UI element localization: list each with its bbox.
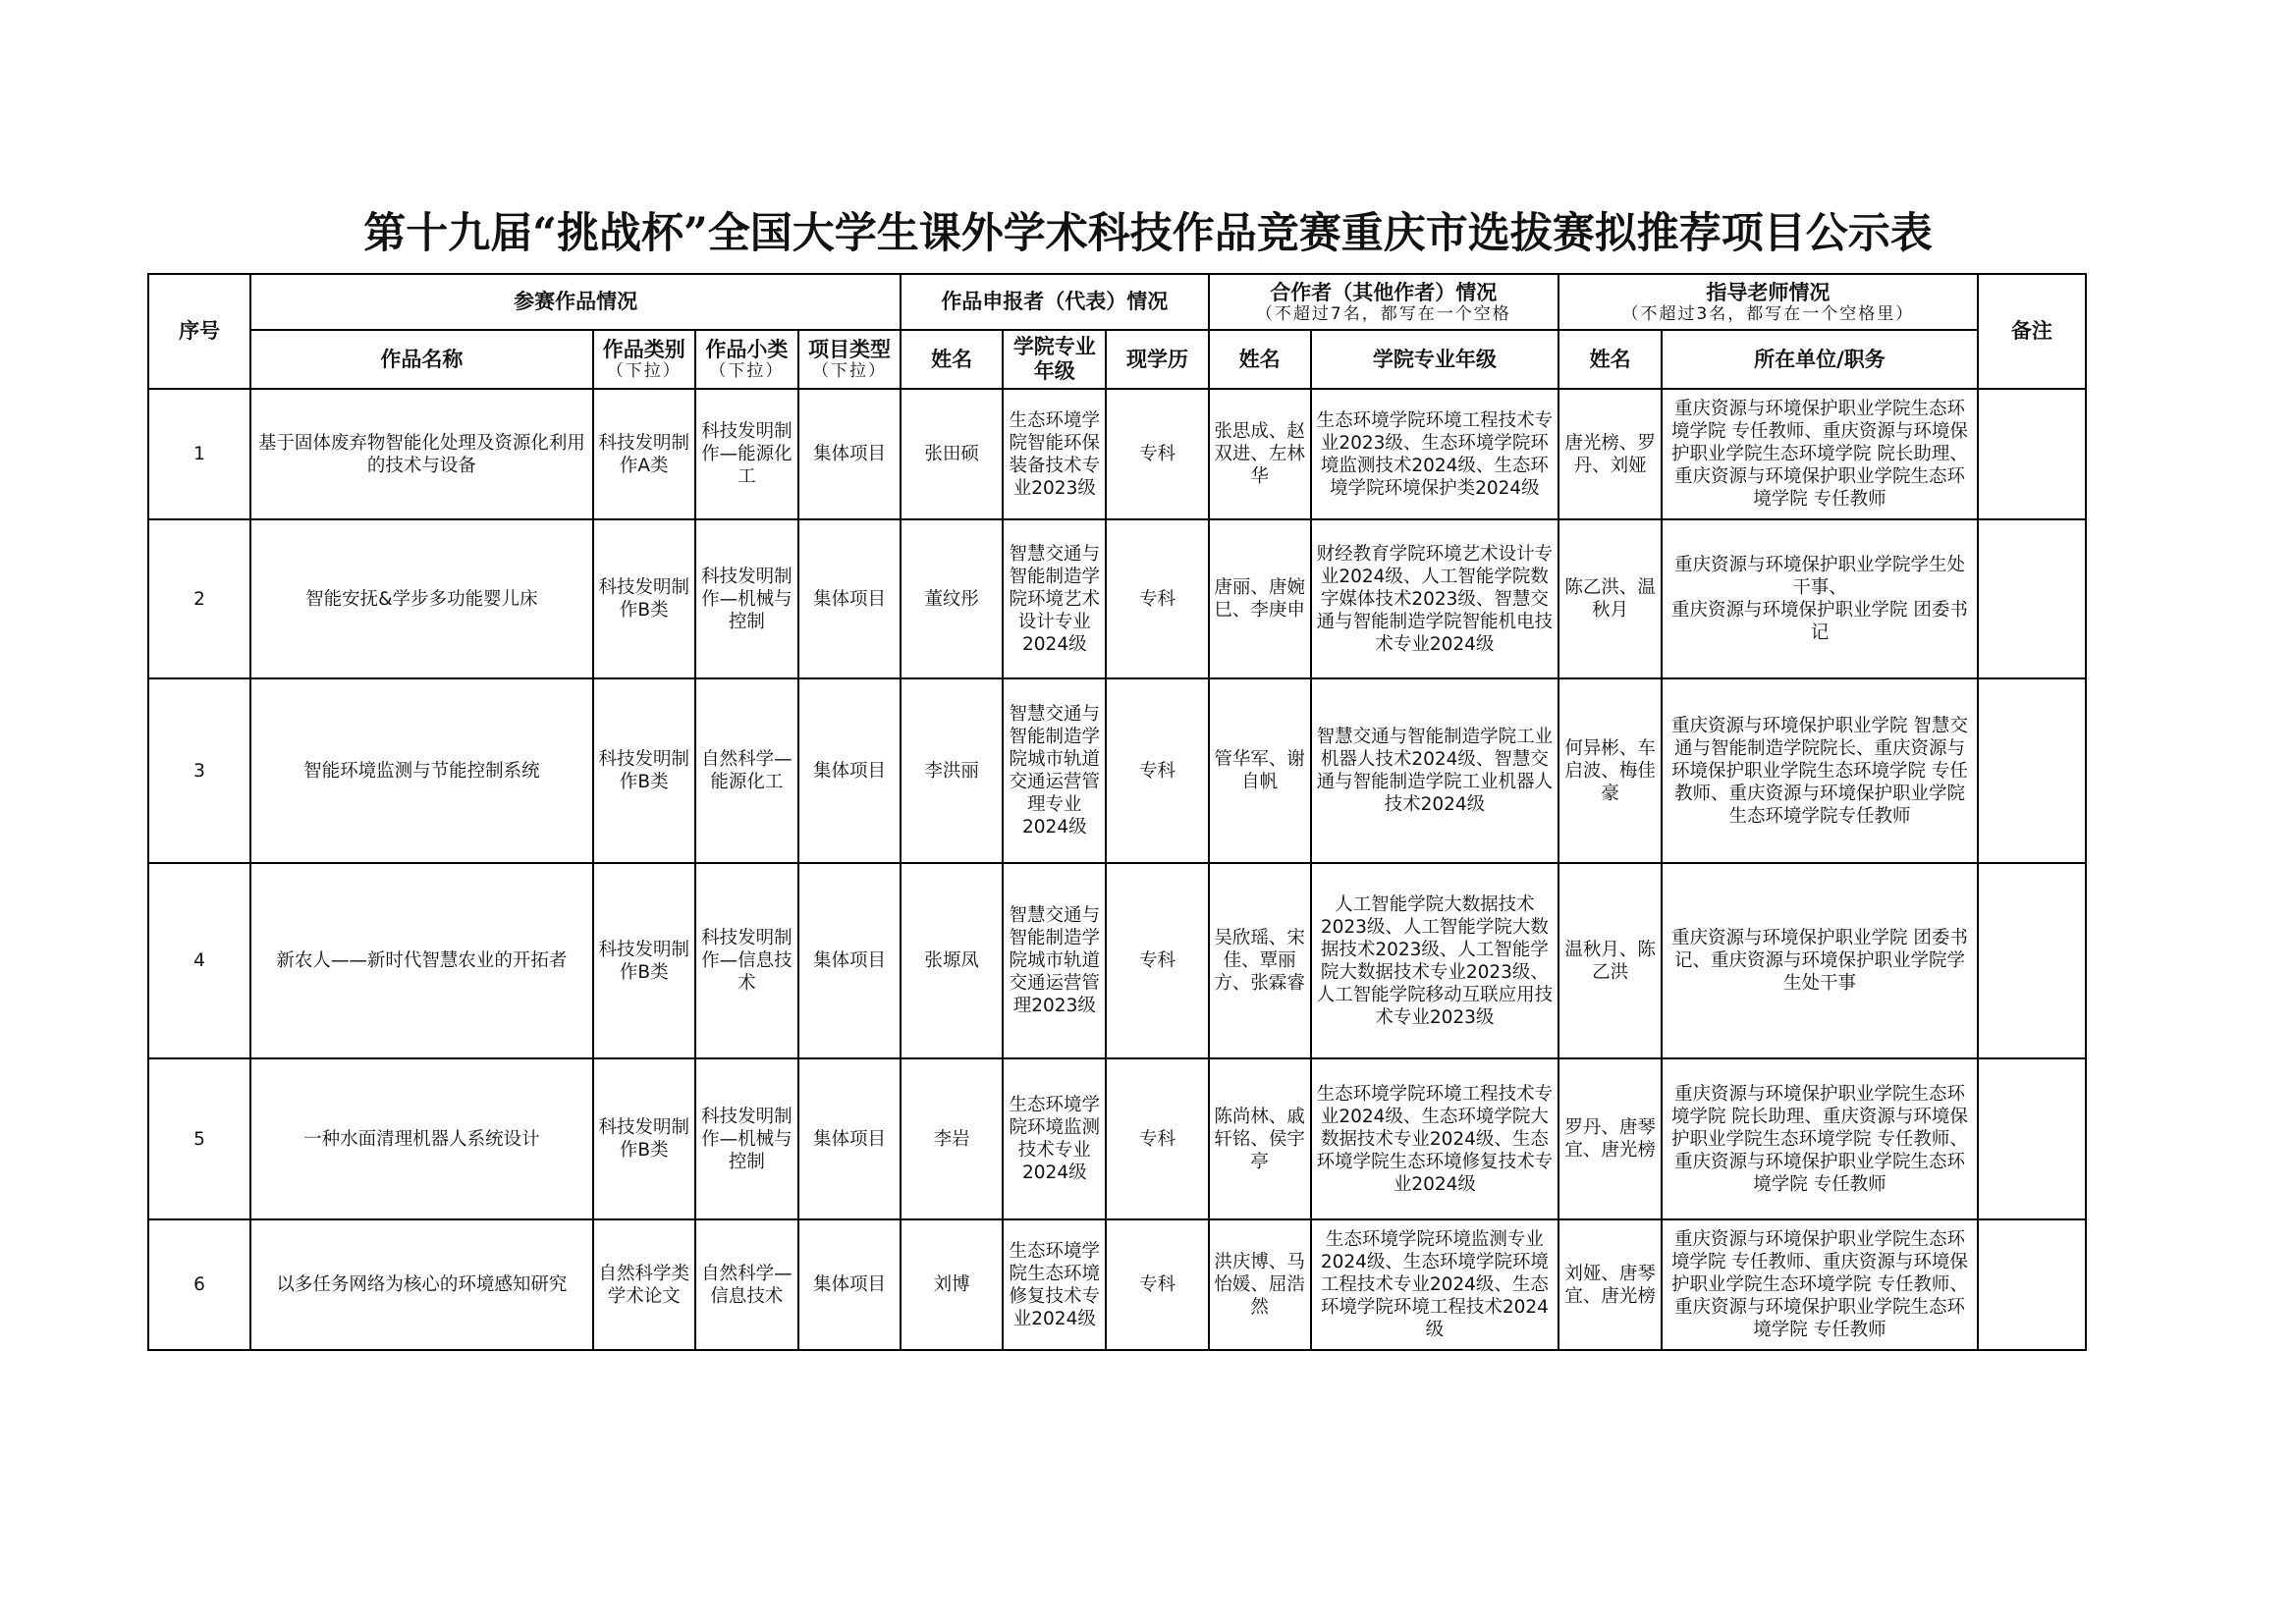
cell-work-subcategory: 科技发明制作—能源化工 (695, 389, 798, 519)
header-project-type (798, 330, 901, 389)
cell-work-subcategory: 科技发明制作—信息技术 (695, 863, 798, 1058)
header-row-columns (148, 330, 2086, 389)
header-work-name: 作品名称 (250, 330, 593, 389)
table-row (148, 1058, 2086, 1219)
cell-college-major-text: 生态环境学院智能环保装备技术专业2023级 (1009, 409, 1101, 499)
header-work-category-label: 作品类别 (602, 338, 685, 361)
cell-teacher-unit-text: 重庆资源与环境保护职业学院 智慧交通与智能制造学院院长、重庆资源与环境保护职业学院生态环境学院 专任教师、重庆资源与环境保护职业学院生态环境学院专任教师 (1671, 715, 1968, 827)
cell-work-category: 科技发明制作B类 (593, 519, 695, 678)
cell-work-subcategory: 科技发明制作—机械与控制 (695, 1058, 798, 1219)
header-partner-college: 学院专业年级 (1311, 330, 1558, 389)
cell-work-category: 科技发明制作B类 (593, 863, 695, 1058)
cell-college-major-text: 生态环境学院生态环境修复技术专业2024级 (1009, 1240, 1101, 1329)
cell-remark (1978, 1058, 2086, 1219)
table-row (148, 678, 2086, 863)
header-row-group (148, 274, 2086, 330)
cell-teacher-names: 温秋月、陈乙洪 (1558, 863, 1662, 1058)
cell-partner-college (1311, 519, 1558, 678)
cell-applicant-name: 李岩 (901, 1058, 1003, 1219)
cell-work-category: 自然科学类学术论文 (593, 1219, 695, 1350)
header-partner-name: 姓名 (1209, 330, 1311, 389)
cell-remark (1978, 678, 2086, 863)
cell-teacher-names: 刘娅、唐琴宜、唐光榜 (1558, 1219, 1662, 1350)
cell-college-major (1003, 863, 1106, 1058)
cell-teacher-unit-text: 重庆资源与环境保护职业学院 团委书记、重庆资源与环境保护职业学院学生处干事 (1671, 928, 1968, 994)
cell-education: 专科 (1106, 863, 1208, 1058)
cell-education: 专科 (1106, 389, 1208, 519)
cell-teacher-unit (1662, 1219, 1977, 1350)
header-dropdown-note: （下拉） (709, 361, 785, 381)
cell-partner-college (1311, 389, 1558, 519)
cell-teacher-names: 唐光榜、罗丹、刘娅 (1558, 389, 1662, 519)
cell-education: 专科 (1106, 678, 1208, 863)
cell-project-type: 集体项目 (798, 1058, 901, 1219)
cell-project-type: 集体项目 (798, 678, 901, 863)
cell-partner-college-text: 生态环境学院环境工程技术专业2024级、生态环境学院大数据技术专业2024级、生态环境学院生态环境修复技术专业2024级 (1316, 1083, 1554, 1195)
cell-applicant-name: 张塬凤 (901, 863, 1003, 1058)
cell-work-subcategory: 科技发明制作—机械与控制 (695, 519, 798, 678)
cell-partner-college (1311, 678, 1558, 863)
header-seq: 序号 (148, 274, 250, 389)
cell-work-subcategory: 自然科学—信息技术 (695, 1219, 798, 1350)
table-row (148, 519, 2086, 678)
cell-seq: 1 (148, 389, 250, 519)
cell-work-subcategory: 自然科学—能源化工 (695, 678, 798, 863)
table-row (148, 389, 2086, 519)
cell-teacher-unit (1662, 678, 1977, 863)
header-group-teacher-label: 指导老师情况 (1706, 280, 1831, 304)
page-title: 第十九届“挑战杯”全国大学生课外学术科技作品竞赛重庆市选拔赛拟推荐项目公示表 (363, 209, 1933, 258)
cell-seq: 6 (148, 1219, 250, 1350)
cell-partner-college-text: 生态环境学院环境工程技术专业2023级、生态环境学院环境监测技术2024级、生态环境学院环境保护类2024级 (1316, 409, 1554, 499)
cell-teacher-names: 陈乙洪、温秋月 (1558, 519, 1662, 678)
cell-work-category: 科技发明制作B类 (593, 678, 695, 863)
cell-teacher-unit (1662, 863, 1977, 1058)
cell-college-major (1003, 389, 1106, 519)
header-work-subcategory-label: 作品小类 (705, 338, 789, 361)
cell-college-major-text: 智慧交通与智能制造学院环境艺术设计专业2024级 (1009, 543, 1101, 655)
cell-applicant-name: 董纹彤 (901, 519, 1003, 678)
cell-remark (1978, 389, 2086, 519)
cell-project-type: 集体项目 (798, 863, 901, 1058)
header-dropdown-note: （下拉） (606, 361, 682, 381)
cell-project-type: 集体项目 (798, 519, 901, 678)
header-applicant-name: 姓名 (901, 330, 1003, 389)
cell-college-major (1003, 1219, 1106, 1350)
cell-work-category: 科技发明制作B类 (593, 1058, 695, 1219)
cell-partner-college (1311, 863, 1558, 1058)
cell-college-major-text: 智慧交通与智能制造学院城市轨道交通运营管理专业2024级 (1009, 704, 1101, 838)
cell-partner-college-text: 智慧交通与智能制造学院工业机器人技术2024级、智慧交通与智能制造学院工业机器人技术2024级 (1316, 727, 1554, 815)
cell-partner-college-text: 生态环境学院环境监测专业2024级、生态环境学院环境工程技术专业2024级、生态环境学院环境工程技术2024级 (1320, 1229, 1549, 1340)
cell-teacher-unit (1662, 389, 1977, 519)
cell-education: 专科 (1106, 1219, 1208, 1350)
cell-teacher-names: 罗丹、唐琴宜、唐光榜 (1558, 1058, 1662, 1219)
cell-partner-college-text: 财经教育学院环境艺术设计专业2024级、人工智能学院数字媒体技术2023级、智慧交通与智能制造学院智能机电技术专业2024级 (1316, 543, 1554, 655)
header-group-partner-label: 合作者（其他作者）情况 (1270, 280, 1498, 304)
cell-work-name: 智能安抚&学步多功能婴儿床 (250, 519, 593, 678)
cell-remark (1978, 863, 2086, 1058)
cell-teacher-unit-text: 重庆资源与环境保护职业学院生态环境学院 院长助理、重庆资源与环境保护职业学院生态环境学院 专任教师、重庆资源与环境保护职业学院生态环境学院 专任教师 (1671, 1083, 1968, 1195)
cell-project-type: 集体项目 (798, 1219, 901, 1350)
cell-applicant-name: 张田硕 (901, 389, 1003, 519)
cell-college-major (1003, 678, 1106, 863)
cell-teacher-unit-text: 重庆资源与环境保护职业学院生态环境学院 专任教师、重庆资源与环境保护职业学院生态环境学院 院长助理、重庆资源与环境保护职业学院生态环境学院 专任教师 (1671, 399, 1968, 510)
header-remark: 备注 (1978, 274, 2086, 389)
header-college-major-line2: 年级 (1033, 359, 1075, 383)
cell-partner-names: 洪庆博、马怡媛、屈浩然 (1209, 1219, 1311, 1350)
cell-partner-college (1311, 1058, 1558, 1219)
header-group-teacher (1558, 274, 1978, 330)
header-teacher-name: 姓名 (1558, 330, 1662, 389)
header-work-subcategory (695, 330, 798, 389)
cell-seq: 3 (148, 678, 250, 863)
cell-college-major-text: 智慧交通与智能制造学院城市轨道交通运营管理2023级 (1009, 905, 1101, 1016)
cell-seq: 5 (148, 1058, 250, 1219)
cell-work-name: 一种水面清理机器人系统设计 (250, 1058, 593, 1219)
cell-partner-college (1311, 1219, 1558, 1350)
cell-partner-names: 张思成、赵双进、左林华 (1209, 389, 1311, 519)
cell-partner-names: 管华军、谢自帆 (1209, 678, 1311, 863)
cell-work-name: 新农人——新时代智慧农业的开拓者 (250, 863, 593, 1058)
header-education: 现学历 (1106, 330, 1208, 389)
cell-work-name: 基于固体废弃物智能化处理及资源化利用的技术与设备 (250, 389, 593, 519)
cell-partner-names: 唐丽、唐婉巳、李庚申 (1209, 519, 1311, 678)
cell-college-major (1003, 519, 1106, 678)
cell-seq: 4 (148, 863, 250, 1058)
cell-remark (1978, 519, 2086, 678)
header-group-teacher-note: （不超过3名，都写在一个空格里） (1621, 303, 1915, 324)
cell-seq: 2 (148, 519, 250, 678)
cell-work-name: 以多任务网络为核心的环境感知研究 (250, 1219, 593, 1350)
header-group-work: 参赛作品情况 (250, 274, 901, 330)
cell-applicant-name: 刘博 (901, 1219, 1003, 1350)
cell-project-type: 集体项目 (798, 389, 901, 519)
cell-teacher-unit (1662, 1058, 1977, 1219)
header-college-major-line1: 学院专业 (1012, 335, 1096, 358)
cell-remark (1978, 1219, 2086, 1350)
header-college-major (1003, 330, 1106, 389)
header-group-partner (1209, 274, 1559, 330)
header-work-category (593, 330, 695, 389)
cell-teacher-unit-text: 重庆资源与环境保护职业学院生态环境学院 专任教师、重庆资源与环境保护职业学院生态环境学院 专任教师、重庆资源与环境保护职业学院生态环境学院 专任教师 (1671, 1229, 1968, 1340)
project-table (147, 273, 2087, 1351)
table-row (148, 863, 2086, 1058)
cell-education: 专科 (1106, 519, 1208, 678)
header-teacher-unit: 所在单位/职务 (1662, 330, 1977, 389)
cell-college-major (1003, 1058, 1106, 1219)
cell-teacher-unit (1662, 519, 1977, 678)
cell-work-name: 智能环境监测与节能控制系统 (250, 678, 593, 863)
header-project-type-label: 项目类型 (808, 338, 892, 361)
cell-work-category: 科技发明制作A类 (593, 389, 695, 519)
cell-education: 专科 (1106, 1058, 1208, 1219)
cell-partner-names: 吴欣瑶、宋佳、覃丽方、张霖睿 (1209, 863, 1311, 1058)
cell-partner-college-text: 人工智能学院大数据技术2023级、人工智能学院大数据技术2023级、人工智能学院大数据技术专业2023级、人工智能学院移动互联应用技术专业2023级 (1316, 893, 1554, 1028)
cell-partner-names: 陈尚林、戚轩铭、侯宇亭 (1209, 1058, 1311, 1219)
cell-teacher-names: 何异彬、车启波、梅佳豪 (1558, 678, 1662, 863)
header-dropdown-note: （下拉） (812, 361, 888, 381)
cell-college-major-text: 生态环境学院环境监测技术专业2024级 (1009, 1095, 1101, 1183)
cell-teacher-unit-text: 重庆资源与环境保护职业学院学生处干事、 重庆资源与环境保护职业学院 团委书记 (1671, 555, 1968, 643)
cell-applicant-name: 李洪丽 (901, 678, 1003, 863)
header-group-partner-note: （不超过7名，都写在一个空格 (1255, 303, 1511, 324)
table-row (148, 1219, 2086, 1350)
header-group-applicant: 作品申报者（代表）情况 (901, 274, 1208, 330)
